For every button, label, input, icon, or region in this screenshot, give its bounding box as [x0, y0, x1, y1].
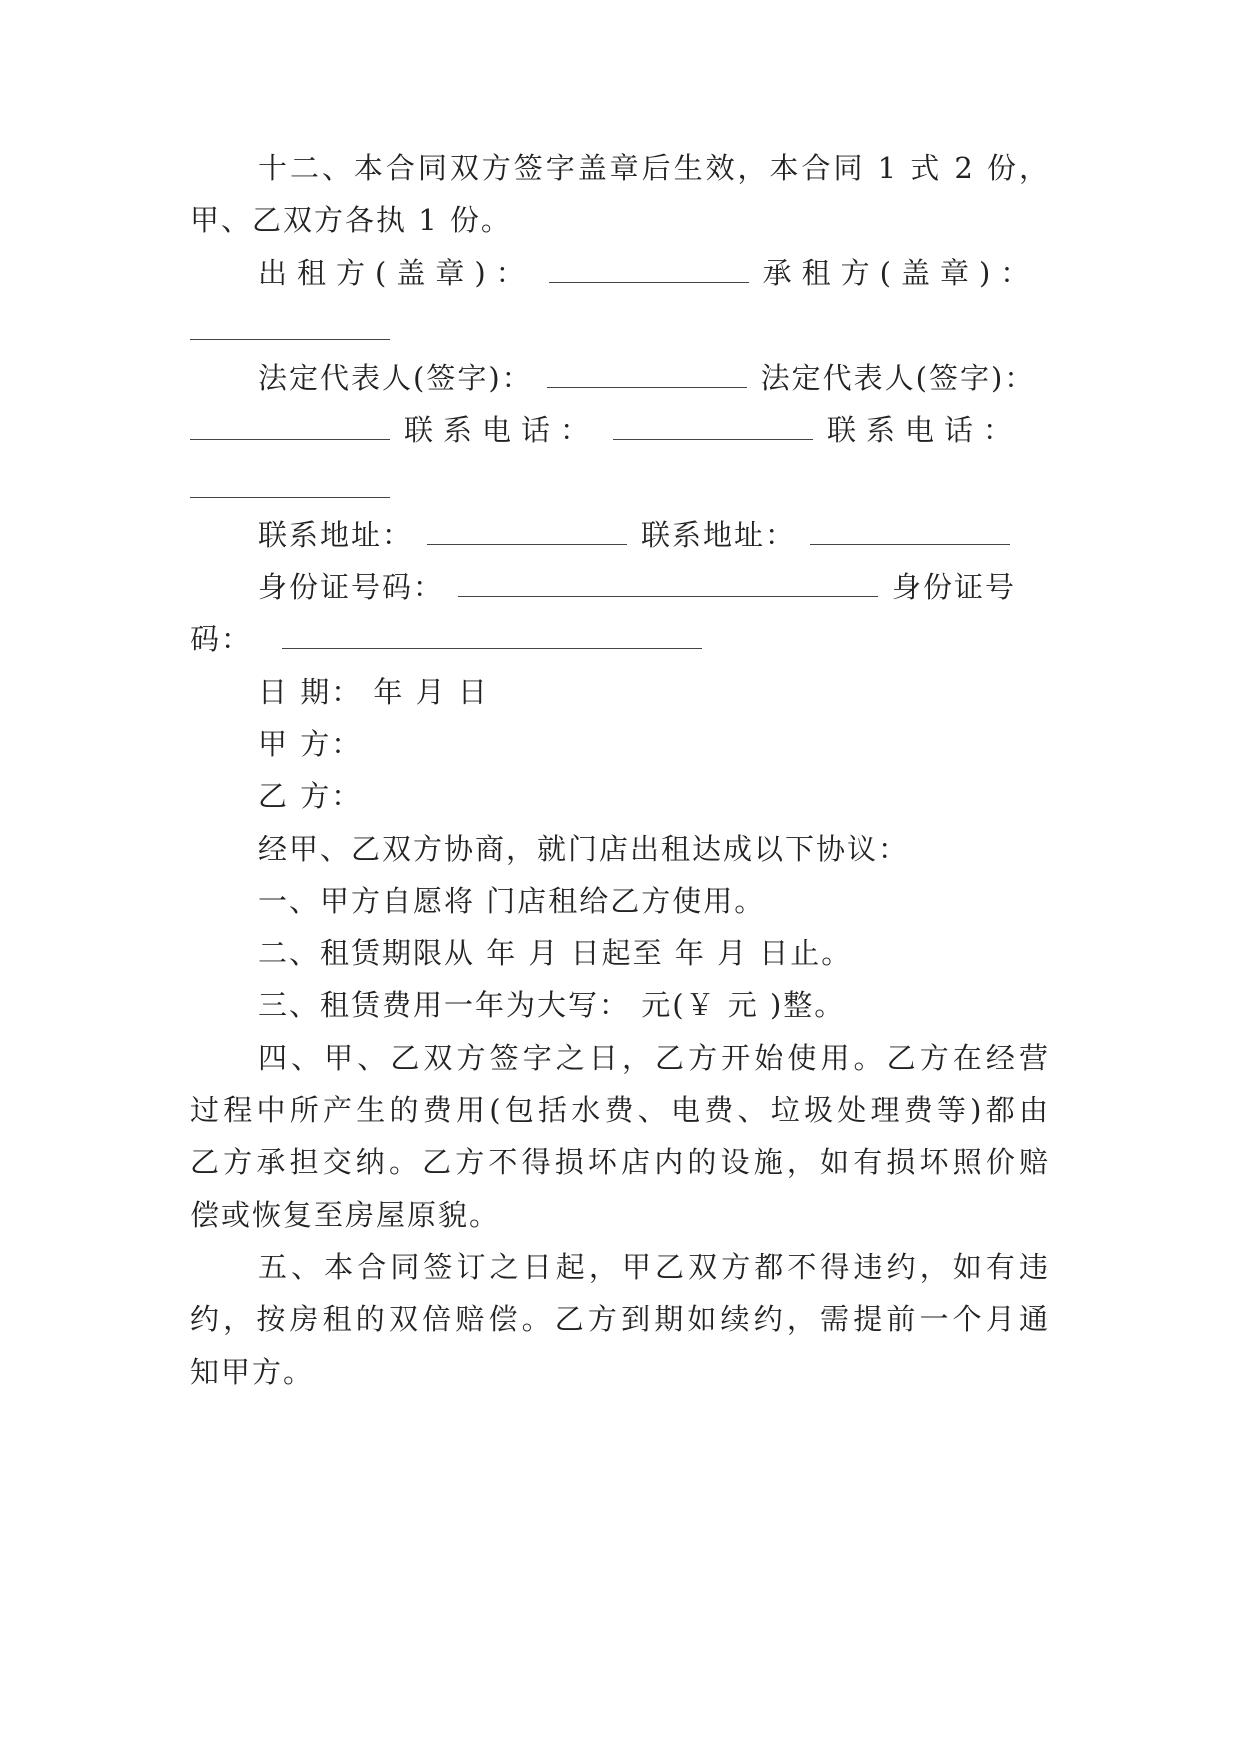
party-b: 乙 方：	[258, 779, 363, 813]
clause-12-line-1: 十二、本合同双方签字盖章后生效，本合同 1 式 2 份，	[258, 151, 1050, 185]
intro-line: 经甲、乙双方协商，就门店出租达成以下协议：	[258, 832, 910, 866]
clause-3: 三、租赁费用一年为大写： 元(￥ 元 )整。	[258, 988, 846, 1022]
legal-rep-label-2: 法定代表人(签字)：	[760, 361, 1036, 395]
clause-5-line-1: 五、本合同签订之日起，甲乙双方都不得违约，如有违	[258, 1250, 1050, 1284]
address-label-1: 联系地址：	[258, 518, 414, 552]
date-line: 日 期： 年 月 日	[258, 675, 489, 709]
phone-label-1: 联系电话：	[404, 413, 600, 447]
lessee-seal-blank	[190, 315, 390, 340]
id-label-2-part1: 身份证号	[892, 570, 1017, 604]
lessor-seal-label: 出租方(盖章)：	[258, 256, 535, 290]
legal-rep-label-1: 法定代表人(签字)：	[258, 361, 533, 395]
clause-2: 二、租赁期限从 年 月 日起至 年 月 日止。	[258, 936, 853, 970]
id-blank-1	[458, 572, 878, 597]
phone-blank-row	[190, 468, 1050, 508]
id-line	[190, 567, 1050, 607]
clause-4-line-4: 偿或恢复至房屋原貌。	[190, 1198, 501, 1232]
id-label-1: 身份证号码：	[258, 570, 445, 604]
clause-1: 一、甲方自愿将 门店租给乙方使用。	[258, 884, 766, 918]
legal-rep-line	[190, 358, 1050, 398]
phone-label-2: 联系电话：	[827, 413, 1023, 447]
clause-4-line-3: 乙方承担交纳。乙方不得损坏店内的设施，如有损坏照价赔	[190, 1145, 1050, 1179]
clause-4-line-1: 四、甲、乙双方签字之日，乙方开始使用。乙方在经营	[258, 1041, 1050, 1075]
phone-blank-1	[613, 415, 813, 440]
address-label-2: 联系地址：	[641, 518, 797, 552]
phone-line	[190, 410, 1050, 450]
address-blank-2	[810, 520, 1010, 545]
clause-12-line-2: 甲、乙双方各执 1 份。	[190, 203, 512, 237]
seal-line	[190, 253, 1050, 293]
party-a: 甲 方：	[258, 727, 363, 761]
id-label-2-part2: 码：	[190, 622, 253, 656]
lessor-seal-blank	[549, 258, 749, 283]
phone-blank-2	[190, 473, 390, 498]
legal-rep-blank-1	[547, 363, 747, 388]
clause-5-line-3: 知甲方。	[190, 1355, 315, 1389]
lessee-seal-blank-row	[190, 310, 1050, 350]
address-line	[190, 515, 1050, 555]
id-line-2	[190, 619, 1050, 659]
document-page	[190, 0, 1050, 1754]
id-blank-2	[282, 624, 702, 649]
lessee-seal-label: 承租方(盖章)：	[762, 256, 1040, 290]
address-blank-1	[427, 520, 627, 545]
clause-5-line-2: 约，按房租的双倍赔偿。乙方到期如续约，需提前一个月通	[190, 1302, 1050, 1336]
clause-4-line-2: 过程中所产生的费用(包括水费、电费、垃圾处理费等)都由	[190, 1093, 1050, 1127]
legal-rep-blank-2	[190, 415, 390, 440]
